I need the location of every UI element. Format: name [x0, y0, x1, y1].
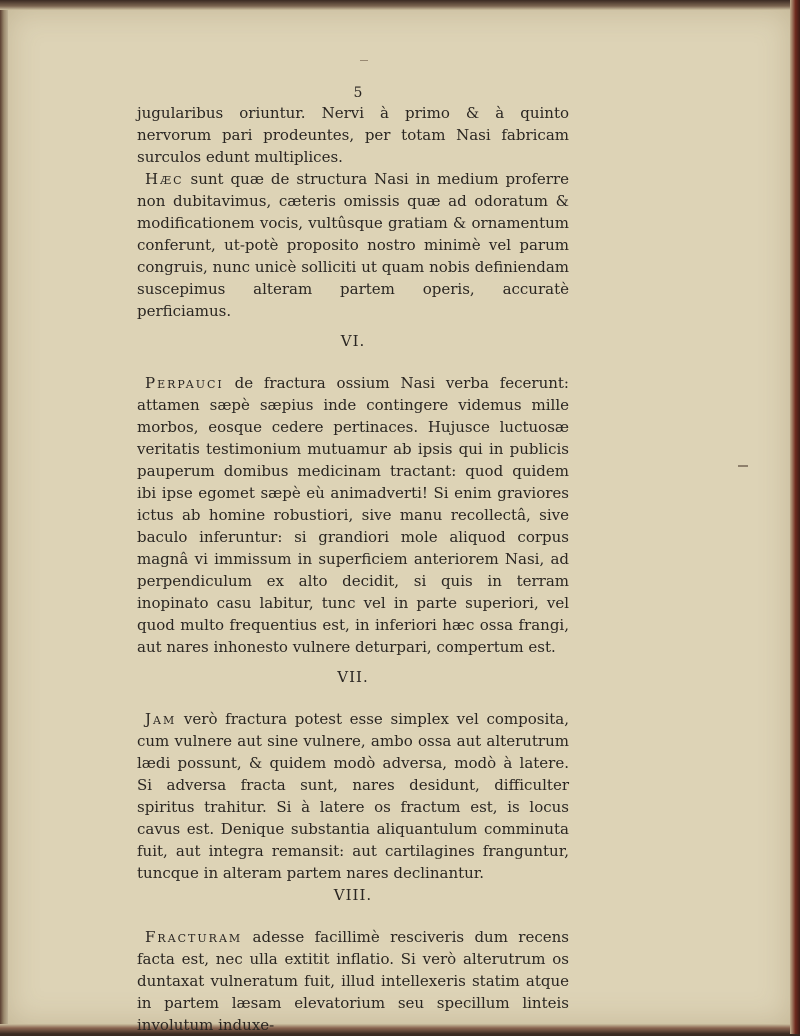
paragraph-body: verò fractura potest esse simplex vel composita, cum vulnere aut sine vulnere, ambo ossa aut alterutrum lædi possunt, & quidem modò adversa, modò à latere. Si adversa fracta sunt, nares desidunt, difficulter spiritus trahitur. Si à latere os fractum est, is locus cavus est. Denique substantia aliquantulum comminuta fuit, aut integra remansit: aut cartilagines franguntur, tuncque in alteram partem nares declinantur.	[137, 710, 569, 882]
section-vi-paragraph	[137, 372, 569, 658]
paragraph-lead: Hæc	[145, 170, 184, 188]
continuation-paragraph: jugularibus oriuntur. Nervi à primo & à quinto nervorum pari prodeuntes, per totam Nasi fabricam surculos edunt multiplices.	[137, 104, 569, 166]
section-heading-viii: VIII.	[333, 886, 373, 904]
page-fore-edge	[790, 0, 800, 1034]
page-top-edge	[0, 0, 800, 10]
paragraph-lead: Perpauci	[145, 374, 224, 392]
paragraph-body: adesse facillimè resciveris dum recens facta est, nec ulla extitit inflatio. Si verò alterutrum os duntaxat vulneratum fuit, illud intellexeris statim atque in partem læsam elevatorium seu specillum linteis involutum induxe-	[137, 928, 569, 1034]
margin-mark	[738, 465, 748, 467]
ink-speck	[360, 60, 368, 61]
section-heading-vii: VII.	[337, 668, 369, 686]
paragraph-haec	[137, 168, 569, 322]
paragraph-lead: Jam	[145, 710, 177, 728]
section-vii-paragraph	[137, 708, 569, 884]
paragraph-lead: Fracturam	[145, 928, 243, 946]
paragraph-body: sunt quæ de structura Nasi in medium proferre non dubitavimus, cæteris omissis quæ ad odoratum & modificationem vocis, vultûsque gratiam & ornamentum conferunt, ut-potè proposito nostro minimè vel parum congruis, nunc unicè solliciti ut quam nobis definiendam suscepimus alteram partem operis, accuratè perficiamus.	[137, 170, 569, 320]
paragraph-body: de fractura ossium Nasi verba fecerunt: attamen sæpè sæpius inde contingere videmus mille morbos, eosque cedere pertinaces. Hujusce luctuosæ veritatis testimonium mutuamur ab ipsis qui in publicis pauperum domibus medicinam tractant: quod quidem ibi ipse egomet sæpè eù animadverti! Si enim graviores ictus ab homine robustiori, sive manu recollectâ, sive baculo inferuntur: si grandiori mole aliquod corpus magnâ vi immissum in superficiem anteriorem Nasi, ad perpendiculum ex alto decidit, si quis in terram inopinato casu labitur, tunc vel in parte superiori, vel quod multo frequentius est, in inferiori hæc ossa frangi, aut nares inhonesto vulnere deturpari, compertum est.	[137, 374, 569, 656]
section-heading-vi: VI.	[340, 332, 366, 350]
section-viii-paragraph	[137, 926, 569, 1036]
page-number: 5	[353, 85, 363, 101]
page-text-block	[137, 84, 569, 1036]
